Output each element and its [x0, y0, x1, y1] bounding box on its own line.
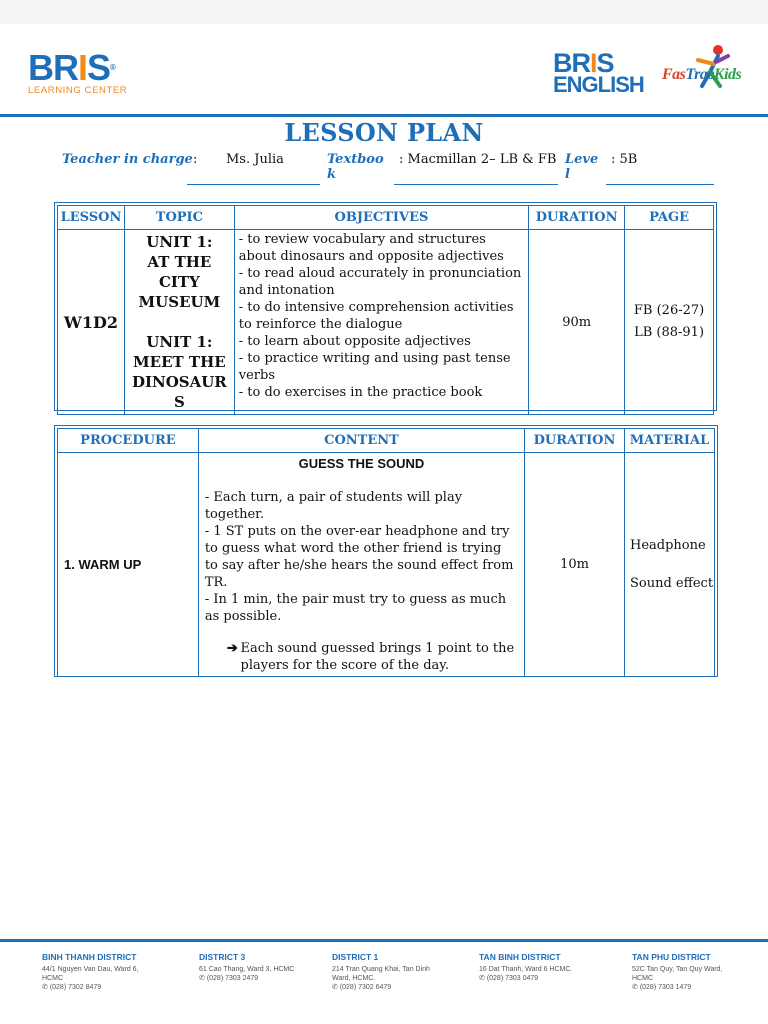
branch-phone — [42, 983, 152, 992]
header-objectives: OBJECTIVES — [234, 206, 528, 230]
fastrackids-logo-text: FasTracKids — [662, 66, 742, 83]
header-divider — [0, 114, 768, 117]
topic-line: UNIT 1: — [146, 233, 213, 251]
topic-line: AT THE — [147, 253, 212, 271]
branch-address: 52C Tan Quy, Tan Quy Ward, HCMC — [632, 966, 723, 982]
objective-item: - to learn about opposite adjectives — [238, 334, 471, 349]
bris-logo-subtitle: LEARNING CENTER — [28, 85, 128, 96]
header-topic: TOPIC — [124, 206, 234, 230]
fastrackids-logo — [658, 42, 748, 102]
footer-branch-binh-thanh — [42, 952, 152, 992]
arrow-note-text: Each sound guessed brings 1 point to the players for the score of the day. — [240, 641, 515, 673]
procedure-table — [57, 428, 715, 677]
lesson-duration: 90m — [529, 230, 625, 415]
page-ref: FB (26-27) — [633, 303, 705, 318]
objective-item: - to read aloud accurately in pronunciation and intonation — [238, 266, 522, 298]
topic-line: DINOSAUR — [131, 373, 227, 391]
header-band — [0, 0, 768, 24]
branch-address: 214 Tran Quang Khai, Tan Dinh Ward, HCMC. — [332, 966, 430, 982]
branch-phone — [479, 974, 579, 983]
topic-line: CITY — [158, 273, 200, 291]
procedure-row — [58, 453, 715, 677]
lesson-table — [57, 205, 714, 415]
objective-item: - to review vocabulary and structures about dinosaurs and opposite adjectives — [238, 232, 504, 264]
topic-line: MEET THE — [133, 353, 226, 371]
bris-english-logo-bottom: ENGLISH — [553, 72, 644, 97]
page-ref: LB (88-91) — [634, 325, 705, 340]
objective-item: - to do intensive comprehension activities to reinforce the dialogue — [238, 300, 514, 332]
textbook-label — [327, 152, 384, 182]
teacher-label: Teacher in charge — [62, 152, 193, 167]
procedure-content — [198, 453, 524, 677]
lesson-row — [58, 230, 714, 415]
content-line: - In 1 min, the pair must try to guess as much as possible. — [204, 592, 507, 624]
lesson-code: W1D2 — [58, 230, 125, 415]
header-lesson: LESSON — [58, 206, 125, 230]
textbook-label-line2: k — [327, 167, 337, 182]
activity-title: GUESS THE SOUND — [298, 456, 425, 471]
phone-icon: ✆ — [332, 984, 340, 991]
header-duration: DURATION — [525, 429, 625, 453]
content-line: - Each turn, a pair of students will play together. — [204, 490, 463, 522]
footer-branch-tan-phu — [632, 952, 732, 992]
textbook-value: : Macmillan 2– LB & FB — [399, 152, 557, 167]
level-label-line1: Leve — [565, 152, 599, 167]
objective-item: - to do exercises in the practice book — [238, 385, 483, 400]
arrow-right-icon: ➔ — [226, 641, 238, 656]
branch-name: DISTRICT 1 — [332, 952, 379, 962]
header-procedure: PROCEDURE — [58, 429, 199, 453]
arrow-note — [205, 640, 518, 674]
material-spacer — [630, 555, 714, 574]
topic-line: S — [173, 393, 185, 411]
lesson-pages — [625, 230, 714, 415]
bris-english-logo-top: BRIS — [553, 48, 614, 78]
branch-phone — [632, 983, 732, 992]
level-label-line2: l — [565, 167, 570, 182]
bris-english-logo — [553, 48, 645, 97]
branch-phone-number: (028) 7303 0479 — [486, 975, 539, 982]
phone-icon: ✆ — [632, 984, 640, 991]
branch-name: TAN PHU DISTRICT — [632, 952, 711, 962]
bris-logo-word: BRIS® — [28, 47, 115, 88]
textbook-label-line1: Textboo — [327, 152, 384, 167]
topic-line: MUSEUM — [138, 293, 221, 311]
branch-phone-number: (028) 7302 6479 — [339, 984, 392, 991]
branch-name: TAN BINH DISTRICT — [479, 952, 561, 962]
header-material: MATERIAL — [625, 429, 715, 453]
header-duration: DURATION — [529, 206, 625, 230]
branch-name: BINH THANH DISTRICT — [42, 952, 137, 962]
objective-item: - to practice writing and using past tense verbs — [238, 351, 511, 383]
level-value: : 5B — [611, 152, 638, 167]
level-label — [565, 152, 598, 182]
branch-phone — [332, 983, 442, 992]
header-content: CONTENT — [198, 429, 524, 453]
topic-spacer — [129, 312, 230, 332]
branch-address: 44/1 Nguyen Van Dau, Ward 6, HCMC — [42, 966, 139, 982]
footer-branch-district-1 — [332, 952, 442, 992]
bris-learning-center-logo — [28, 47, 128, 96]
level-underline — [606, 184, 714, 185]
branch-phone-number: (028) 7303 1479 — [639, 984, 692, 991]
branch-phone — [199, 974, 304, 983]
branch-address: 61 Cao Thang, Ward 3, HCMC — [199, 966, 295, 973]
phone-icon: ✆ — [479, 975, 487, 982]
teacher-value: Ms. Julia — [226, 152, 284, 167]
footer-branch-district-3 — [199, 952, 304, 983]
textbook-underline — [394, 184, 558, 185]
branch-phone-number: (028) 7303 2479 — [206, 975, 259, 982]
branch-phone-number: (028) 7302 8479 — [49, 984, 102, 991]
material-item: Sound effect — [630, 576, 714, 591]
material-item: Headphone — [630, 538, 706, 553]
footer-divider — [0, 939, 768, 942]
header-page: PAGE — [625, 206, 714, 230]
footer-branch-tan-binh — [479, 952, 579, 983]
branch-name: DISTRICT 3 — [199, 952, 246, 962]
procedure-duration: 10m — [525, 453, 625, 677]
procedure-step: 1. WARM UP — [58, 453, 199, 677]
phone-icon: ✆ — [42, 984, 50, 991]
page-title: LESSON PLAN — [284, 118, 484, 147]
branch-address: 16 Dat Thanh, Ward 6 HCMC. — [479, 966, 573, 973]
lesson-topic — [124, 230, 234, 415]
content-line: - 1 ST puts on the over-ear headphone and try to guess what word the other friend is trying to say after he/she hears the sound effect from TR. — [204, 524, 514, 590]
procedure-table-header — [58, 429, 715, 453]
lesson-objectives — [234, 230, 528, 415]
phone-icon: ✆ — [199, 975, 207, 982]
teacher-colon: : — [193, 152, 198, 167]
topic-line: UNIT 1: — [146, 333, 213, 351]
teacher-underline — [187, 184, 320, 185]
procedure-materials — [625, 453, 715, 677]
lesson-table-header — [58, 206, 714, 230]
